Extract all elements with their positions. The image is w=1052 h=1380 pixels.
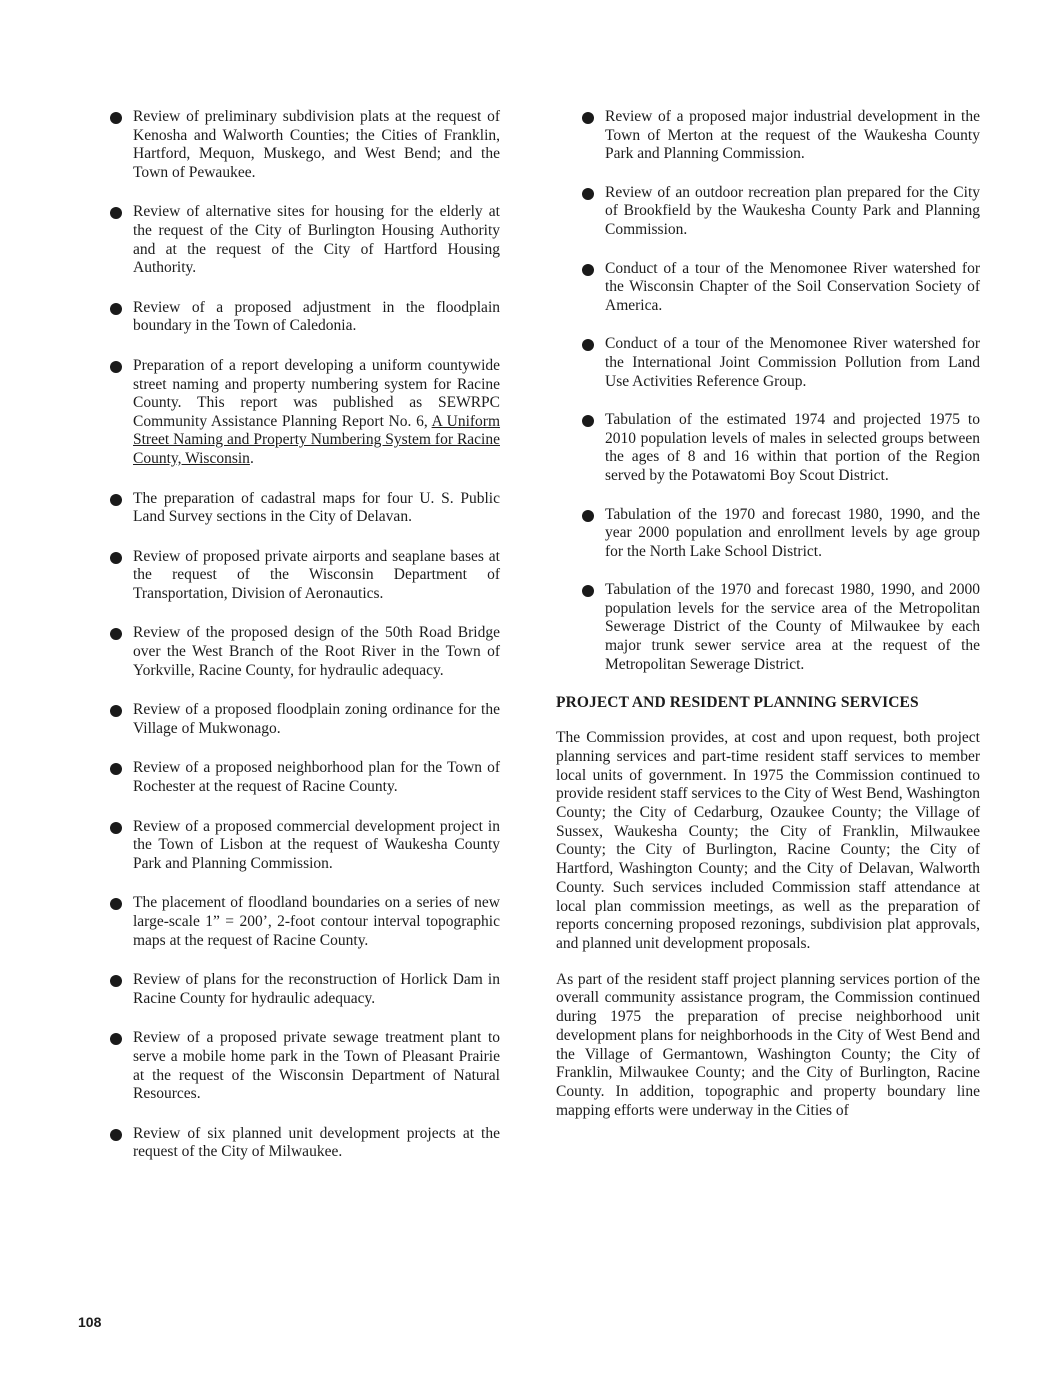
list-item: Review of the proposed design of the 50th Road Bridge over the West Branch of the Root River in the Town of Yorkville, Racine County, for hydraulic adequacy.: [110, 624, 500, 680]
list-item: Review of a proposed major industrial development in the Town of Merton at the request of the Waukesha County Park and Planning Commission.: [582, 108, 980, 164]
list-item: Review of plans for the reconstruction of Horlick Dam in Racine County for hydraulic adequacy.: [110, 971, 500, 1008]
list-item: Preparation of a report developing a uniform countywide street naming and property numbering system for Racine County. This report was published as SEWRPC Community Assistance Planning Report No. 6, A Uniform Street Naming and Property Numbering System for Racine County, Wisconsin.: [110, 357, 500, 469]
list-item: Tabulation of the 1970 and forecast 1980, 1990, and the year 2000 population and enrollment levels by age group for the North Lake School District.: [582, 506, 980, 562]
bullet-icon: [110, 112, 122, 124]
bullet-icon: [110, 303, 122, 315]
bullet-icon: [582, 188, 594, 200]
list-item: Review of alternative sites for housing for the elderly at the request of the City of Burlington Housing Authority and at the request of the City of Hartford Housing Authority.: [110, 203, 500, 277]
bullet-icon: [582, 264, 594, 276]
bullet-icon: [110, 763, 122, 775]
bullet-icon: [110, 361, 122, 373]
list-item: Review of proposed private airports and seaplane bases at the request of the Wisconsin Department of Transportation, Division of Aeronautics.: [110, 548, 500, 604]
list-item: Review of a proposed commercial development project in the Town of Lisbon at the request of Waukesha County Park and Planning Commission.: [110, 818, 500, 874]
list-item: Tabulation of the 1970 and forecast 1980, 1990, and 2000 population levels for the service area of the Metropolitan Sewerage District of the County of Milwaukee by each major trunk sewer service area at the request of the Metropolitan Sewerage District.: [582, 581, 980, 674]
page-number: 108: [78, 1314, 102, 1330]
list-item: Conduct of a tour of the Menomonee River watershed for the Wisconsin Chapter of the Soil Conservation Society of America.: [582, 260, 980, 316]
list-item: Review of a proposed adjustment in the floodplain boundary in the Town of Caledonia.: [110, 299, 500, 336]
bullet-icon: [110, 1129, 122, 1141]
left-column: [110, 108, 500, 1183]
bullet-icon: [110, 898, 122, 910]
bullet-icon: [110, 552, 122, 564]
list-item: Review of a proposed floodplain zoning ordinance for the Village of Mukwonago.: [110, 701, 500, 738]
bullet-icon: [110, 1033, 122, 1045]
bullet-icon: [110, 494, 122, 506]
bullet-icon: [110, 705, 122, 717]
list-item: Conduct of a tour of the Menomonee River watershed for the International Joint Commission Pollution from Land Use Activities Reference Group.: [582, 335, 980, 391]
section-paragraph: As part of the resident staff project planning services portion of the overall community assistance program, the Commission continued during 1975 the preparation of precise neighborhood unit development plans for neighborhoods in the City of West Bend and the Village of Germantown, Washington County; the City of Franklin, Milwaukee County; and the City of Burlington, Racine County. In addition, topographic and property boundary line mapping efforts were underway in the Cities of: [556, 970, 980, 1119]
report-title: A Uniform Street Naming and Property Numbering System for Racine County, Wisconsin: [133, 412, 501, 467]
right-column: [556, 108, 980, 1137]
list-item: The preparation of cadastral maps for four U. S. Public Land Survey sections in the City of Delavan.: [110, 490, 500, 527]
bullet-icon: [110, 822, 122, 834]
list-item: Review of preliminary subdivision plats at the request of Kenosha and Walworth Counties; the Cities of Franklin, Hartford, Mequon, Muskego, and West Bend; and the Town of Pewaukee.: [110, 108, 500, 182]
bullet-icon: [110, 975, 122, 987]
bullet-icon: [582, 339, 594, 351]
list-item: Review of six planned unit development projects at the request of the City of Milwaukee.: [110, 1125, 500, 1162]
section-heading: PROJECT AND RESIDENT PLANNING SERVICES: [556, 694, 919, 712]
list-item: Review of an outdoor recreation plan prepared for the City of Brookfield by the Waukesha County Park and Planning Commission.: [582, 184, 980, 240]
list-item: Review of a proposed private sewage treatment plant to serve a mobile home park in the Town of Pleasant Prairie at the request of the Wisconsin Department of Natural Resources.: [110, 1029, 500, 1103]
bullet-icon: [110, 207, 122, 219]
list-item: Review of a proposed neighborhood plan for the Town of Rochester at the request of Racine County.: [110, 759, 500, 796]
list-item: The placement of floodland boundaries on a series of new large-scale 1” = 200’, 2-foot contour interval topographic maps at the request of Racine County.: [110, 894, 500, 950]
bullet-icon: [110, 628, 122, 640]
bullet-icon: [582, 510, 594, 522]
bullet-icon: [582, 415, 594, 427]
section-paragraph: The Commission provides, at cost and upon request, both project planning services and part-time resident staff services to member local units of government. In 1975 the Commission continued to provide resident staff services to the City of West Bend, Washington County; the City of Cedarburg, Ozaukee County; the Village of Sussex, Waukesha County; the City of Franklin, Milwaukee County; the City of Burlington, Racine County; the City of Hartford, Washington County; and the City of Delavan, Walworth County. Such services included Commission staff attendance at local plan commission meetings, as well as the preparation of reports concerning proposed rezonings, subdivision plat approvals, and planned unit development proposals.: [556, 729, 980, 952]
list-item: Tabulation of the estimated 1974 and projected 1975 to 2010 population levels of males in selected groups between the ages of 8 and 16 within that portion of the Region served by the Potawatomi Boy Scout District.: [582, 411, 980, 485]
bullet-icon: [582, 585, 594, 597]
bullet-icon: [582, 112, 594, 124]
